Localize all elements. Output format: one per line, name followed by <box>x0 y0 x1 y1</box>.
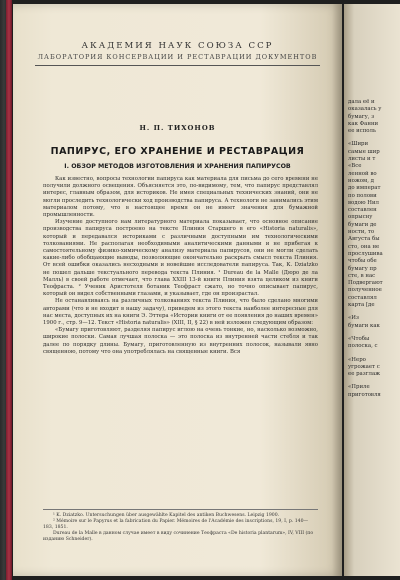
right-page-line: оказалась у <box>348 106 382 113</box>
article-title: ПАПИРУС, ЕГО ХРАНЕНИЕ И РЕСТАВРАЦИЯ <box>50 146 305 157</box>
right-page-line: ее исполь <box>348 128 376 135</box>
right-page-text <box>344 99 400 399</box>
right-page-line: ленной во <box>348 170 377 177</box>
left-page <box>13 4 342 576</box>
right-page-line: «Все <box>348 163 362 170</box>
right-page-line: бумагу пр <box>348 265 377 272</box>
section-heading: I. ОБЗОР МЕТОДОВ ИЗГОТОВЛЕНИЯ И ХРАНЕНИЯ ПАПИРУСОВ <box>64 163 291 170</box>
paragraph: Не останавливаясь на различных толкованиях текста Плиния, что было сделано многими авторами (что и не входит в нашу задачу), приведем из этого текста наиболее интересные для нас места, доступных их на книги Э. Эттера «Истории книги от ее появления до наших времен» 1900 г., стр. 9—12. Текст «Historia naturalis» (XIII, II, § 22) в ней изложен следующим образом: <box>43 298 318 327</box>
right-page-line: «Из <box>348 315 359 322</box>
right-page-line: чтобы обе <box>348 258 377 265</box>
right-page-line: «Шири <box>348 141 369 148</box>
right-page-line: дала её и <box>348 99 375 105</box>
right-page-line: сто, она не <box>348 243 380 250</box>
right-page-line: Августа бы <box>348 236 380 243</box>
right-page-line: ее разглаж <box>348 371 381 378</box>
right-page-line: ности, то <box>348 229 375 236</box>
right-page-line: полоска, с <box>348 343 378 350</box>
right-page-line: листы и т <box>348 156 376 163</box>
paragraph: Изучение доступного нам литературного материала показывает, что основное описание производства папируса построено на тексте Плиния Старшего в его «Historia naturalis», который и передавался историками с различными доступными им технологическими толкованиями. Не располагая необходимыми аналитическими данными и не прибегая к самостоятельному физико-химическому анализу материала папирусов, они не могли сделать какие-либо обобщающие выводы, позволяющие окончательно раскрыть смысл текста Плиния. От всей ошибки оказались несходными и новейшие исследователи папируса. Так, К. Dziatzko не пошел дальше текстуального перевода текста Плиния. ¹ Dureau de la Malle (Дюро де ла Малль) в своей работе отмечает, что глава XXIII 13-й книги Плиния взята целиком из книги Теофраста. ² Ученик Аристотеля ботаник Теофраст сжато, но точно описывает папирус, который он видел собственными глазами, и указывает, где он произрастал. <box>43 219 318 298</box>
footnotes <box>43 509 318 543</box>
right-page-line: приготовля <box>348 391 381 398</box>
right-page-line: опрысну <box>348 214 373 221</box>
article-body <box>43 176 318 356</box>
right-page-line: угрожает с <box>348 363 380 370</box>
paragraph: Как известно, вопросы технологии папируса как материала для письма до сего времени не получили должного освещения. Объясняется это, по-видимому, тем, что папирус представлял интерес, главным образом, для историков. Не имея специальных технических знаний, они не могли проследить технологически ход производства папируса. А технологи не занимались этим материалом потому, что в настоящее время он не имеет значения для бумажной промышленности. <box>43 176 318 219</box>
footnote: Dureau de la Malle в данном случае имеет в виду сочинение Теофраста «De historia plantarum», IV, VIII (по изданию Schneider). <box>43 531 314 542</box>
right-page-line: самые шир <box>348 148 380 155</box>
header-laboratory: ЛАБОРАТОРИЯ КОНСЕРВАЦИИ И РЕСТАВРАЦИИ ДОКУМЕНТОВ <box>35 53 320 66</box>
right-page-line: «Приле <box>348 384 370 391</box>
paragraph: «Бумагу приготовляют, разделяя папирус иглою на очень тонкие, но, насколько возможно, широкие полоски. Самая лучшая полоска — это полоска из внутренней части стебля и так далее по порядку длины. Бумагу, приготовленную из внутренних полосок, называли явно священною, потому что она употреблялась на священные книги. Вся <box>43 327 318 355</box>
right-page-line: прослушива <box>348 250 383 257</box>
right-page-line: бумаги де <box>348 221 377 228</box>
right-page-line: Подвергают <box>348 280 383 287</box>
footnote: ¹ K. Dziatzko. Untersuchungen über ausgewählte Kapitel des antiken Buchwesens. Leipzig 1900. <box>53 513 280 518</box>
right-page-line: составлен <box>348 207 377 214</box>
book-spine <box>6 0 12 580</box>
right-page-line: бумаги как <box>348 322 380 329</box>
header-academy: АКАДЕМИЯ НАУК СОЮЗА ССР <box>81 41 274 51</box>
right-page-line: водою Нил <box>348 199 379 206</box>
right-page-line: «Неро <box>348 356 366 363</box>
right-page-line: карта [де <box>348 302 375 309</box>
right-page-line: как Фанни <box>348 120 379 127</box>
footnote: ² Mémoire sur le Papyrus et la fabrication du Papier. Mémoires de l'Académie des inscriptions, 19, I, p. 140—183, 1851. <box>43 519 309 530</box>
right-page-line: составлял <box>348 294 377 301</box>
right-page-line: ножом, д <box>348 177 374 184</box>
right-page-line: по полови <box>348 192 377 199</box>
right-page-line: до императ <box>348 185 381 192</box>
right-page-line: полученное <box>348 287 382 294</box>
right-page-line: «Чтобы <box>348 335 370 342</box>
right-page-line: бумагу, з <box>348 113 375 120</box>
article-author: Н. П. ТИХОНОВ <box>139 124 216 132</box>
right-page <box>344 4 400 576</box>
right-page-line: сте, в нас <box>348 272 376 279</box>
